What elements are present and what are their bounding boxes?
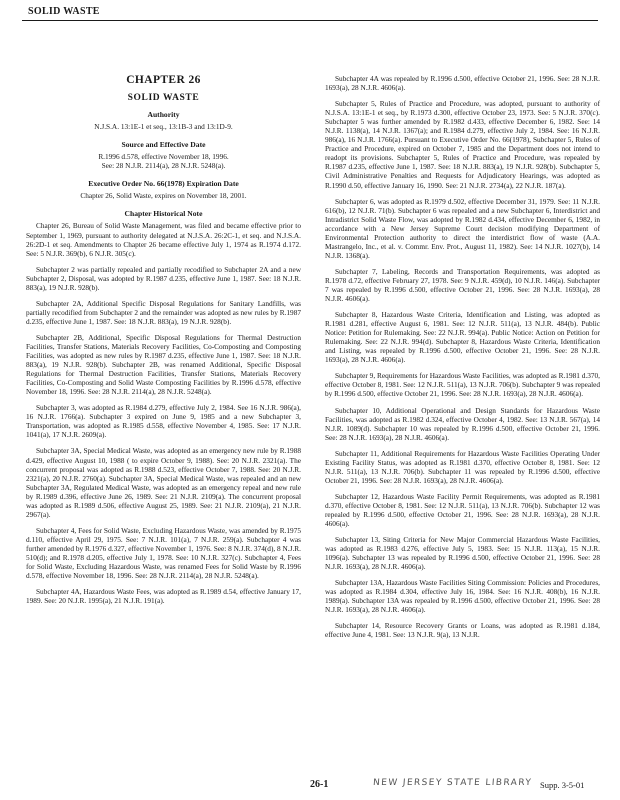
history-paragraph: Subchapter 6, was adopted as R.1979 d.502, effective December 31, 1979. See: 11 N.J.R. 616(b), 12 N.J.R. 71(b). Subchapter 6 was repealed and a new Subchapter 6, Interdistrict and Intradistrict Solid Waste Flow, was adopted by R.1982 d.434, effective December 6, 1982, in accordance with a New Jersey Supreme Court decision modifying Department of Environmental Protection authority to direct the interdistrict flow of waste (A.A. Mastrangelo, Inc., et al. v. Commr. Env. Prot., August 11, 1982). See: 14 N.J.R. 1027(b), 14 N.J.R. 1368(a). [325,196,600,260]
history-paragraph: Subchapter 8, Hazardous Waste Criteria, Identification and Listing, was adopted as R.1981 d.281, effective August 6, 1981. See: 12 N.J.R. 511(a), 13 N.J.R. 484(b). Public Notice: Petition for Rulemaking. See: 22 N.J.R. 994(a). Public Notice: Action on Petition for Rulemaking. See: 22 N.J.R. 994(d). Subchapter 8, Hazardous Waste Criteria, Identification and Listing, was repealed by R.1996 d.500, effective October 21, 1996. See: 28 N.J.R. 1693(a), 28 N.J.R. 4606(a). [325,310,600,365]
history-paragraph: Subchapter 2B, Additional, Specific Disposal Regulations for Thermal Destruction Facilities, Transfer Stations, Materials Recovery Facilities, Co-Composting and Composting Facilities, was adopted as new rules by R.1987 d.235, effective June 1, 1987. See: 18 N.J.R. 883(a), 19 N.J.R. 928(b). Subchapter 2B, was renamed Additional, Specific Disposal Regulations for Thermal Destruction Facilities, Transfer Stations, Materials Recovery Facilities, Co-Composting and Solid Waste Composting Facilities by R.1996 d.578, effective November 18, 1996. See: 28 N.J.R. 2114(a), 28 N.J.R. 5248(a). [26,332,301,397]
supplement-date: Supp. 3-5-01 [540,780,585,790]
page-number: 26-1 [310,779,329,790]
history-paragraph: Subchapter 3, was adopted as R.1984 d.279, effective July 2, 1984. See 16 N.J.R. 986(a), 16 N.J.R. 1766(a). Subchapter 3 expired on June 9, 1985 and a new Subchapter 3, Transportation, was adopted as R.1985 d.558, effective November 4, 1985. See: 17 N.J.R. 1041(a), 17 N.J.R. 2609(a). [26,403,301,440]
history-paragraph: Subchapter 4A was repealed by R.1996 d.500, effective October 21, 1996. See: 28 N.J.R. 1693(a), 28 N.J.R. 4606(a). [325,74,600,93]
history-paragraph: Subchapter 4A, Hazardous Waste Fees, was adopted as R.1989 d.54, effective January 17, 1989. See: 20 N.J.R. 1995(a), 21 N.J.R. 191(a). [26,587,301,606]
chapter-number: CHAPTER 26 [126,74,201,86]
expiration-text: Chapter 26, Solid Waste, expires on November 18, 2001. [80,191,247,201]
history-paragraph: Subchapter 2A, Additional Specific Disposal Regulations for Sanitary Landfills, was partially recodified from Subchapter 2 and the remainder was adopted as new rules by R.1987 d.235, effective June 1, 1987. See: 18 N.J.R. 883(a), 19 N.J.R. 928(b). [26,298,301,326]
library-stamp: NEW JERSEY STATE LIBRARY [372,778,533,788]
historical-note-heading: Chapter Historical Note [124,209,203,219]
left-column [26,76,301,612]
authority-text: N.J.S.A. 13:1E-1 et seq., 13:1B-3 and 13:1D-9. [94,122,233,132]
source-line-2: See: 28 N.J.R. 2114(a), 28 N.J.R. 5248(a). [101,161,226,171]
history-paragraph: Subchapter 9, Requirements for Hazardous Waste Facilities, was adopted as R.1981 d.370, effective October 8, 1981. See: 12 N.J.R. 511(a), 13 N.J.R. 706(b). Subchapter 9 was repealed by R.1996 d.500, effective October 21, 1996. See: 28 N.J.R. 1693(a), 28 N.J.R. 4606(a). [325,371,600,399]
header-rule [22,20,598,21]
right-column [325,74,600,647]
history-paragraph: Subchapter 13, Siting Criteria for New Major Commercial Hazardous Waste Facilities, was adopted as R.1983 d.276, effective July 5, 1983. See: 15 N.J.R. 113(a), 15 N.J.R. 1096(a). Subchapter 13 was repealed by R.1996 d.500, effective October 21, 1996. See: 28 N.J.R. 1693(a), 28 N.J.R. 4606(a). [325,535,600,572]
source-line-1: R.1996 d.578, effective November 18, 1996. [98,152,229,162]
history-paragraph: Subchapter 11, Additional Requirements for Hazardous Waste Facilities Operating Under Existing Facility Status, was adopted as R.1981 d.370, effective October 8, 1981. See: 12 N.J.R. 511(a), 13 N.J.R. 706(b). Subchapter 11 was repealed by R.1996 d.500, effective October 21, 1996. See: 28 N.J.R. 1693(a), 28 N.J.R. 4606(a). [325,448,600,485]
history-paragraph: Chapter 26, Bureau of Solid Waste Management, was filed and became effective prior to September 1, 1969, pursuant to authority delegated at N.J.S.A. 26:2C-1, et seq. and N.J.S.A. 26:2D-1 et seq. Amendments to Chapter 26 became effective July 1, 1974 as R.1974 d.172. See: 5 N.J.R. 369(b), 6 N.J.R. 305(c). [26,221,301,258]
history-paragraph: Subchapter 5, Rules of Practice and Procedure, was adopted, pursuant to authority of N.J.S.A. 13:1E-1 et seq., by R.1973 d.300, effective October 23, 1973. See: 5 N.J.R. 370(c). Subchapter 5 was further amended by R.1982 d.433, effective December 6, 1982. See: 14 N.J.R. 1138(a), 14 N.J.R. 1367(a); and R.1984 d.279, effective July 2, 1984. See: 16 N.J.R. 986(a), 16 N.J.R. 1766(a). Pursuant to Executive Order No. 66(1978), Subchapter 5, Rules of Practice and Procedure, expired on October 7, 1985 and the Department does not intend to readopt its provisions. Subchapter 5, Rules of Practice and Procedure, was repealed by R.1987 d.235, effective June 1, 1987. See: 18 N.J.R. 883(a), 19 N.J.R. 928(b). Subchapter 5, Civil Administrative Penalties and Requests for Adjudicatory Hearings, was adopted as R.1990 d.50, effective January 16, 1990. See: 21 N.J.R. 2734(a), 22 N.J.R. 187(a). [325,99,600,190]
history-paragraph: Subchapter 4, Fees for Solid Waste, Excluding Hazardous Waste, was amended by R.1975 d.110, effective April 29, 1975. See: 7 N.J.R. 101(a), 7 N.J.R. 259(a). Subchapter 4 was further amended by R.1976 d.327, effective November 1, 1976. See: 8 N.J.R. 374(d), 8 N.J.R. 510(d); and R.1978 d.205, effective July 1, 1978. See: 10 N.J.R. 327(c). Subchapter 4, Fees for Solid Waste, Excluding Hazardous Waste, was renamed Fees for Solid Waste by R.1996 d.578, effective November 18, 1996. See: 28 N.J.R. 2114(a), 28 N.J.R. 5248(a). [26,525,301,581]
history-paragraph: Subchapter 3A, Special Medical Waste, was adopted as an emergency new rule by R.1988 d.429, effective August 10, 1988 ( to expire October 9, 1988). See: 20 N.J.R. 2321(a). The concurrent proposal was adopted as R.1988 d.523, effective October 7, 1988. See: 20 N.J.R. 2321(a), 20 N.J.R. 2760(a). Subchapter 3A, Special Medical Waste, was repealed and an new Subchapter 3A, Regulated Medical Waste, was adopted as an emergency repeal and new rule by R.1989 d.396, effective June 26, 1989. See: 21 N.J.R. 2109(a). The concurrent proposal was adopted as R.1989 d.506, effective August 25, 1989. See: 21 N.J.R. 2109(a), 21 N.J.R. 2967(a). [26,446,301,519]
expiration-heading: Executive Order No. 66(1978) Expiration Date [88,179,239,189]
running-head: SOLID WASTE [28,6,100,17]
history-paragraph: Subchapter 7, Labeling, Records and Transportation Requirements, was adopted as R.1978 d.72, effective February 27, 1978. See: 9 N.J.R. 459(d), 10 N.J.R. 146(a). Subchapter 7 was repealed by R.1996 d.500, effective October 21, 1996. See: 28 N.J.R. 1693(a), 28 N.J.R. 4606(a). [325,266,600,304]
history-paragraph: Subchapter 10, Additional Operational and Design Standards for Hazardous Waste Facilities, was adopted as R.1982 d.324, effective October 4, 1982. See: 13 N.J.R. 567(a), 14 N.J.R. 1089(d). Subchapter 10 was repealed by R.1996 d.500, effective October 21, 1996. See: 28 N.J.R. 1693(a), 28 N.J.R. 4606(a). [325,405,600,442]
authority-heading: Authority [147,110,180,120]
chapter-title: SOLID WASTE [127,93,200,104]
source-heading: Source and Effective Date [121,140,206,150]
history-paragraph: Subchapter 13A, Hazardous Waste Facilities Siting Commission: Policies and Procedures, was adopted as R.1984 d.304, effective July 16, 1984. See: 16 N.J.R. 408(b), 16 N.J.R. 1989(a). Subchapter 13A was repealed by R.1996 d.500, effective October 21, 1996. See: 28 N.J.R. 1693(a), 28 N.J.R. 4606(a). [325,578,600,615]
history-paragraph: Subchapter 2 was partially repealed and partially recodified to Subchapter 2A and a new Subchapter 2, Disposal, was adopted by R.1987 d.235, effective June 1, 1987. See: 18 N.J.R. 883(a), 19 N.J.R. 928(b). [26,264,301,292]
history-paragraph: Subchapter 12, Hazardous Waste Facility Permit Requirements, was adopted as R.1981 d.370, effective October 8, 1981. See: 12 N.J.R. 511(a), 13 N.J.R. 706(b). Subchapter 12 was repealed by R.1996 d.500, effective October 21, 1996. See: 28 N.J.R. 1693(a), 28 N.J.R. 4606(a). [325,491,600,529]
history-paragraph: Subchapter 14, Resource Recovery Grants or Loans, was adopted as R.1981 d.184, effective June 4, 1981. See: 13 N.J.R. 9(a), 13 N.J.R. [325,621,600,640]
